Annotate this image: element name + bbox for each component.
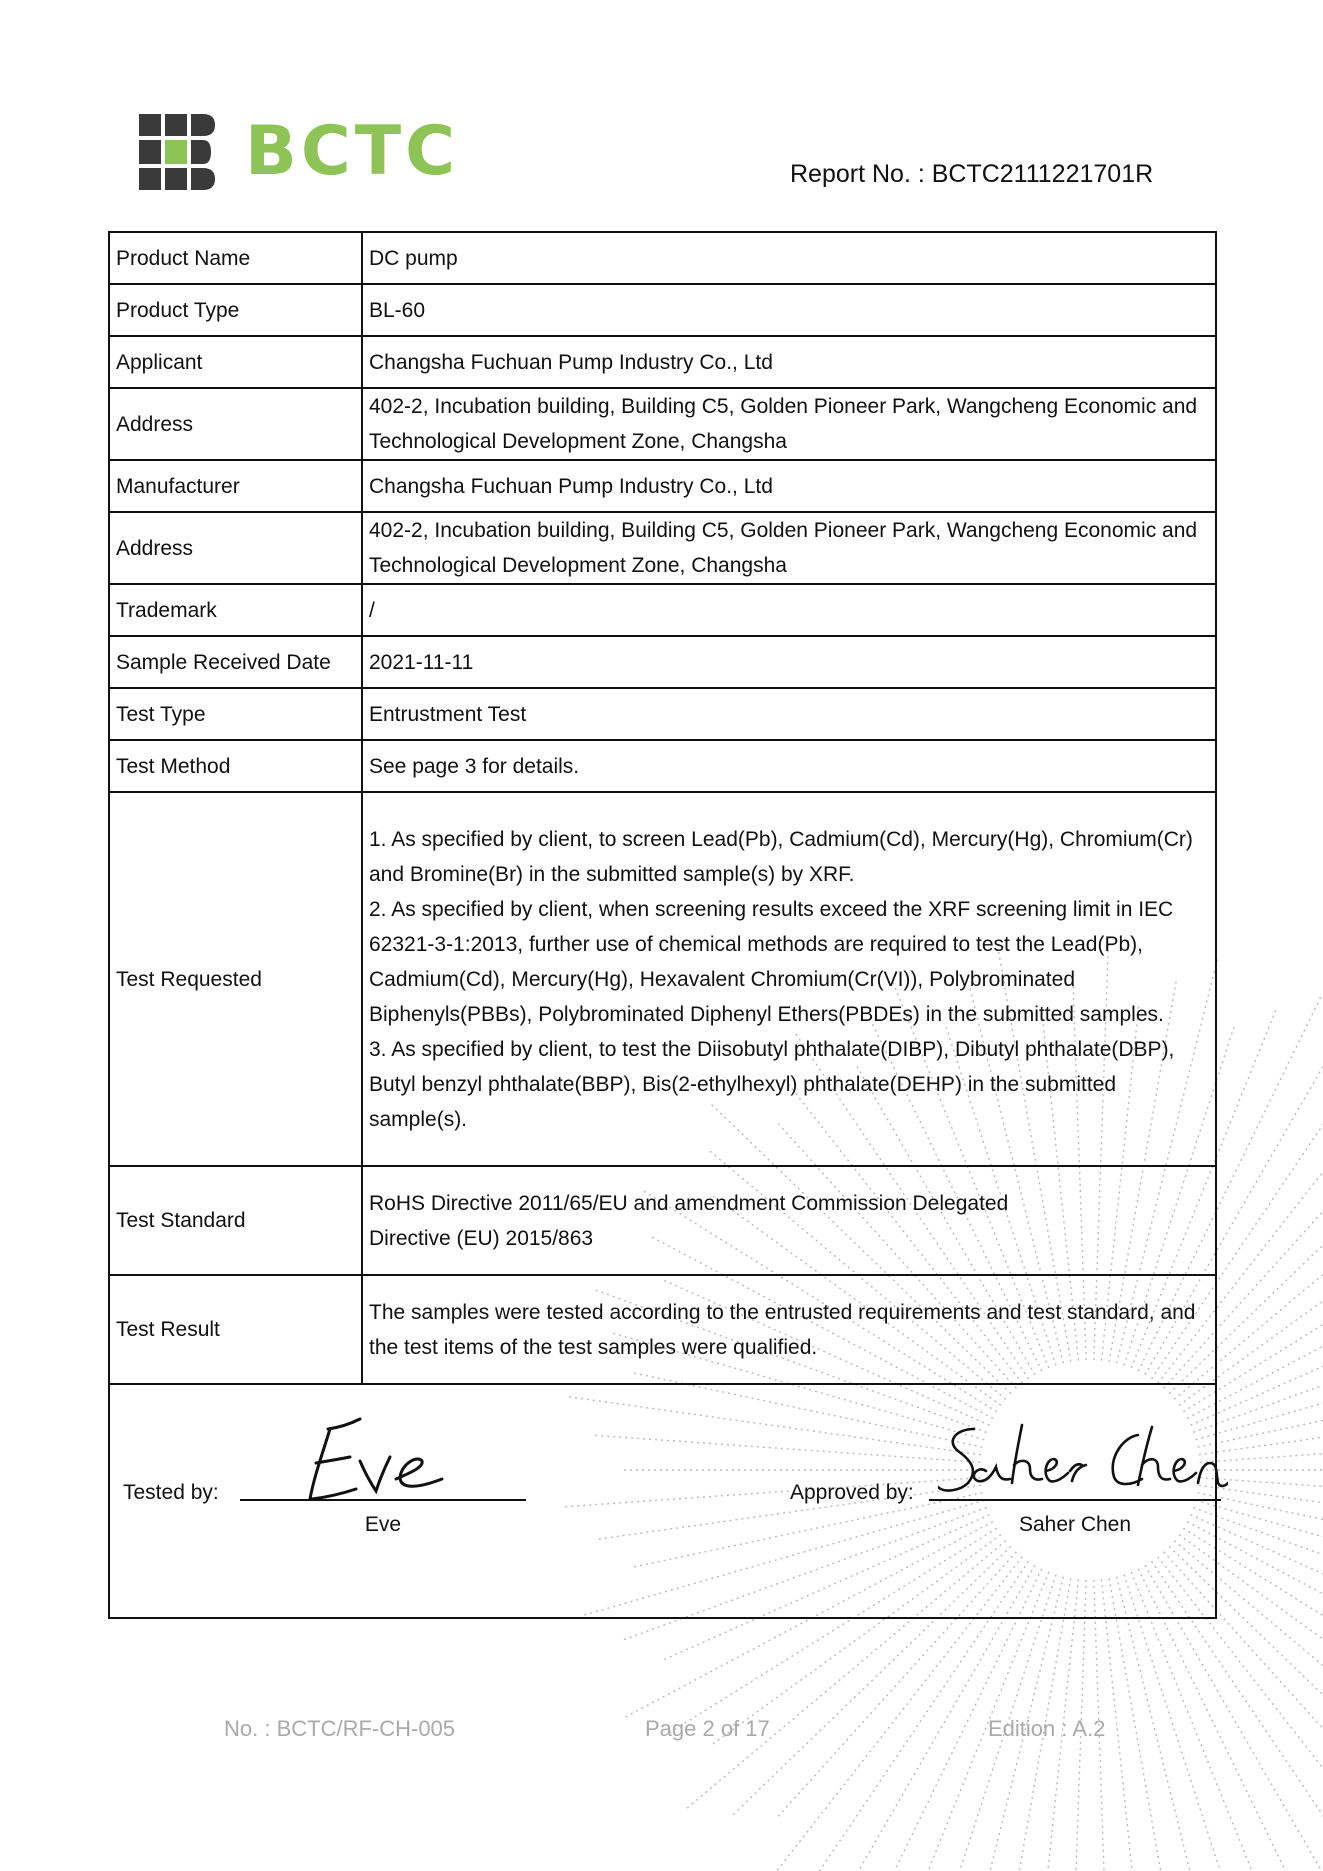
info-row-label: Test Method [109, 740, 362, 792]
footer-page-number: Page 2 of 17 [645, 1716, 770, 1741]
info-row-value: Changsha Fuchuan Pump Industry Co., Ltd [362, 460, 1216, 512]
tested-by-name: Eve [364, 1513, 402, 1536]
company-logo [139, 113, 459, 191]
info-row-value: 2021-11-11 [362, 636, 1216, 688]
info-row-value-paragraph: 2. As specified by client, when screening results exceed the XRF screening limit in IEC 62321-3-1:2013, further use of chemical methods are required to test the Lead(Pb), Cadmium(Cd), Mercury(Hg), Hexavalent Chromium(Cr(VI)), Polybrominated Biphenyls(PBBs), Polybrominated Diphenyl Ethers(PBDEs) in the submitted samples. [369, 897, 1174, 1026]
bctc-logo-mark [139, 114, 215, 190]
footer-edition: Edition : A.2 [988, 1716, 1106, 1741]
approved-by-name: Saher Chen [1018, 1513, 1132, 1536]
info-row-label: Test Type [109, 688, 362, 740]
info-row [109, 740, 1216, 792]
info-row [109, 688, 1216, 740]
watermark-ray [1124, 1575, 1235, 1871]
tested-by-line [240, 1499, 526, 1501]
info-row [109, 388, 1216, 460]
tested-by-signature [292, 1415, 452, 1505]
info-row-value-paragraph: 1. As specified by client, to screen Lead(Pb), Cadmium(Cd), Mercury(Hg), Chromium(Cr) and Bromine(Br) in the submitted sample(s) by XRF. [369, 827, 1193, 886]
info-row-value [362, 792, 1216, 1166]
signature-row [109, 1384, 1216, 1618]
info-row-value: The samples were tested according to the entrusted requirements and test standard, and the test items of the test samples were qualified. [362, 1275, 1216, 1384]
footer-form-number: No. : BCTC/RF-CH-005 [224, 1716, 456, 1741]
approved-by-line [929, 1499, 1221, 1501]
watermark-ray [1109, 1578, 1182, 1871]
logo-wordmark: BCTC [245, 112, 460, 191]
info-row-value: DC pump [362, 232, 1216, 284]
info-row-label: Test Standard [109, 1166, 362, 1275]
approved-by-signature [938, 1421, 1228, 1501]
info-row [109, 636, 1216, 688]
info-row [109, 512, 1216, 584]
approved-by-label: Approved by: [790, 1481, 914, 1504]
info-row-label: Address [109, 512, 362, 584]
info-row-label: Product Name [109, 232, 362, 284]
info-row [109, 1166, 1216, 1275]
info-row-label: Address [109, 388, 362, 460]
info-row-value: 402-2, Incubation building, Building C5, Golden Pioneer Park, Wangcheng Economic and Technological Development Zone, Changsha [362, 388, 1216, 460]
info-row-value-paragraph: RoHS Directive 2011/65/EU and amendment Commission Delegated [369, 1191, 1009, 1215]
info-row-label: Test Result [109, 1275, 362, 1384]
info-row [109, 284, 1216, 336]
info-row-label: Applicant [109, 336, 362, 388]
info-row-value: See page 3 for details. [362, 740, 1216, 792]
info-row-label: Test Requested [109, 792, 362, 1166]
report-number: Report No. : BCTC2111221701R [790, 160, 1154, 188]
info-row-value-paragraph: 3. As specified by client, to test the Diisobutyl phthalate(DIBP), Dibutyl phthalate(DBP), Butyl benzyl phthalate(BBP), Bis(2-ethylhexyl) phthalate(DEHP) in the submitted sample(s). [369, 1037, 1175, 1131]
info-row [109, 336, 1216, 388]
info-row-value: BL-60 [362, 284, 1216, 336]
info-row-label: Sample Received Date [109, 636, 362, 688]
info-row-label: Product Type [109, 284, 362, 336]
watermark-ray [1117, 1577, 1211, 1871]
watermark-ray [1101, 1579, 1139, 1871]
info-row [109, 792, 1216, 1166]
info-row-value-paragraph: Directive (EU) 2015/863 [369, 1226, 594, 1250]
info-row [109, 460, 1216, 512]
signature-area [116, 1385, 1209, 1617]
info-row-label: Trademark [109, 584, 362, 636]
info-row [109, 584, 1216, 636]
info-row-value: Entrustment Test [362, 688, 1216, 740]
info-row-value: 402-2, Incubation building, Building C5, Golden Pioneer Park, Wangcheng Economic and Technological Development Zone, Changsha [362, 512, 1216, 584]
report-info-table [108, 231, 1217, 1619]
tested-by-label: Tested by: [123, 1481, 219, 1504]
info-row-value: Changsha Fuchuan Pump Industry Co., Ltd [362, 336, 1216, 388]
info-row [109, 1275, 1216, 1384]
info-row [109, 232, 1216, 284]
info-row-value [362, 1166, 1216, 1275]
info-row-value: / [362, 584, 1216, 636]
info-row-label: Manufacturer [109, 460, 362, 512]
